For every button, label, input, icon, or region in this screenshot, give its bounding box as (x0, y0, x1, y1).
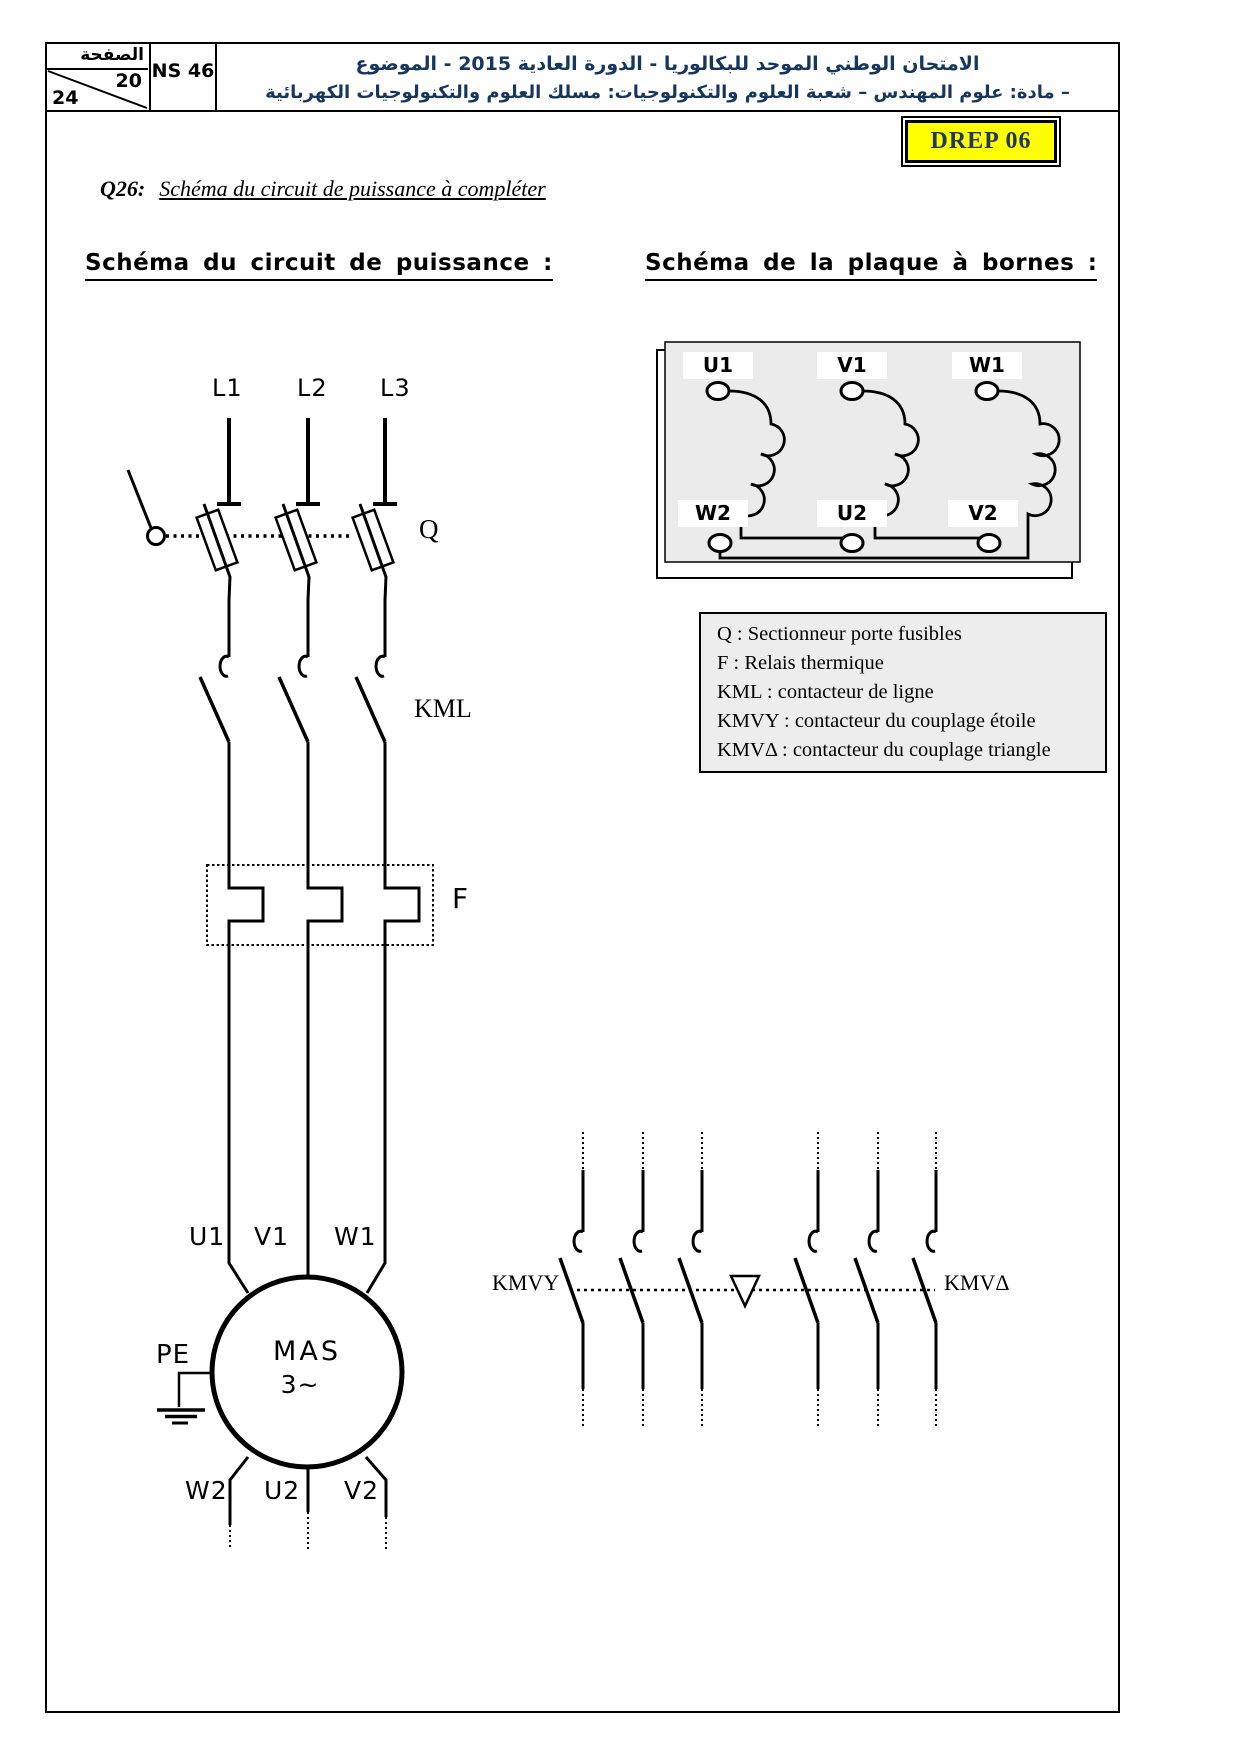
exam-title-line1: الامتحان الوطني الموحد للبكالوريا - الدورة العادية 2015 - الموضوع (355, 53, 980, 75)
terminal-v2 (978, 535, 1000, 552)
page-word-label: الصفحة (80, 45, 144, 65)
phase-conductors (229, 742, 419, 1293)
motor-bottom-terminal-v2: V2 (344, 1476, 380, 1505)
legend-line-f: F : Relais thermique (717, 652, 884, 674)
star-contactor-label: KMVY (492, 1270, 560, 1295)
question-number: Q26: (100, 176, 146, 201)
motor-type-label: 3~ (280, 1370, 320, 1399)
earth-connection (157, 1373, 213, 1423)
exam-code: NS 46 (151, 60, 215, 82)
reference-badge (905, 120, 1057, 163)
pole-2 (620, 1132, 643, 1427)
motor-top-terminal-w1: W1 (334, 1222, 377, 1251)
disconnector-label: Q (419, 514, 439, 544)
power-circuit-title: Schéma du circuit de puissance : (85, 250, 553, 281)
motor-name-label: MAS (273, 1336, 341, 1367)
pole-1 (560, 1132, 583, 1427)
question-line (100, 176, 546, 202)
line-contactor-label: KML (414, 694, 472, 723)
earth-label: PE (156, 1340, 191, 1370)
thermal-relay-label: F (452, 882, 470, 915)
plate-label-w2: W2 (678, 500, 748, 527)
pole-6 (913, 1132, 936, 1427)
phase-label-l2: L2 (297, 374, 328, 402)
terminal-u2 (841, 535, 863, 552)
total-pages: 24 (52, 87, 79, 109)
disconnector-q (128, 470, 350, 545)
terminal-w2 (709, 535, 731, 552)
pole-5 (855, 1132, 878, 1427)
pole-3 (679, 1132, 702, 1427)
legend-line-kmvd: KMVΔ : contacteur du couplage triangle (717, 739, 1051, 761)
plate-label-v2: V2 (948, 500, 1018, 527)
pole-4 (795, 1132, 818, 1427)
question-title: Schéma du circuit de puissance à compléter (159, 176, 546, 201)
motor-top-terminal-u1: U1 (189, 1222, 226, 1251)
exam-title-line2: – مادة: علوم المهندس – شعبة العلوم والتكنولوجيات: مسلك العلوم والتكنولوجيات الكهربائية (265, 82, 1070, 103)
terminal-w1 (976, 383, 998, 400)
legend-line-kmvy: KMVY : contacteur du couplage étoile (717, 710, 1036, 732)
motor-top-terminal-v1: V1 (254, 1222, 290, 1251)
coupling-contactors (560, 1132, 936, 1427)
plate-label-w1: W1 (952, 352, 1022, 379)
phase-label-l3: L3 (380, 374, 411, 402)
phase-label-l1: L1 (212, 374, 243, 402)
terminal-plate-title: Schéma de la plaque à bornes : (645, 250, 1097, 281)
supply-lines (217, 418, 397, 504)
thermal-relay-frame (207, 865, 433, 945)
motor-bottom-terminal-w2: W2 (185, 1476, 228, 1505)
exam-title-cell (217, 44, 1118, 110)
motor-bottom-terminal-u2: U2 (264, 1476, 301, 1505)
page-counter-cell (47, 44, 151, 110)
terminal-u1 (707, 383, 729, 400)
terminal-v1 (841, 383, 863, 400)
disconnector-handle (148, 528, 165, 545)
plate-label-u2: U2 (817, 500, 887, 527)
page-number: 20 (115, 70, 142, 92)
kml-contactor (200, 656, 385, 742)
exam-code-cell (151, 44, 217, 110)
legend-line-kml: KML : contacteur de ligne (717, 681, 934, 703)
reference-badge-label: DREP 06 (930, 128, 1032, 154)
legend-line-q: Q : Sectionneur porte fusibles (717, 623, 962, 645)
delta-contactor-label: KMVΔ (944, 1270, 1010, 1295)
plate-label-v1: V1 (817, 352, 887, 379)
plate-label-u1: U1 (683, 352, 753, 379)
header (45, 42, 1120, 112)
legend-box (699, 612, 1107, 773)
